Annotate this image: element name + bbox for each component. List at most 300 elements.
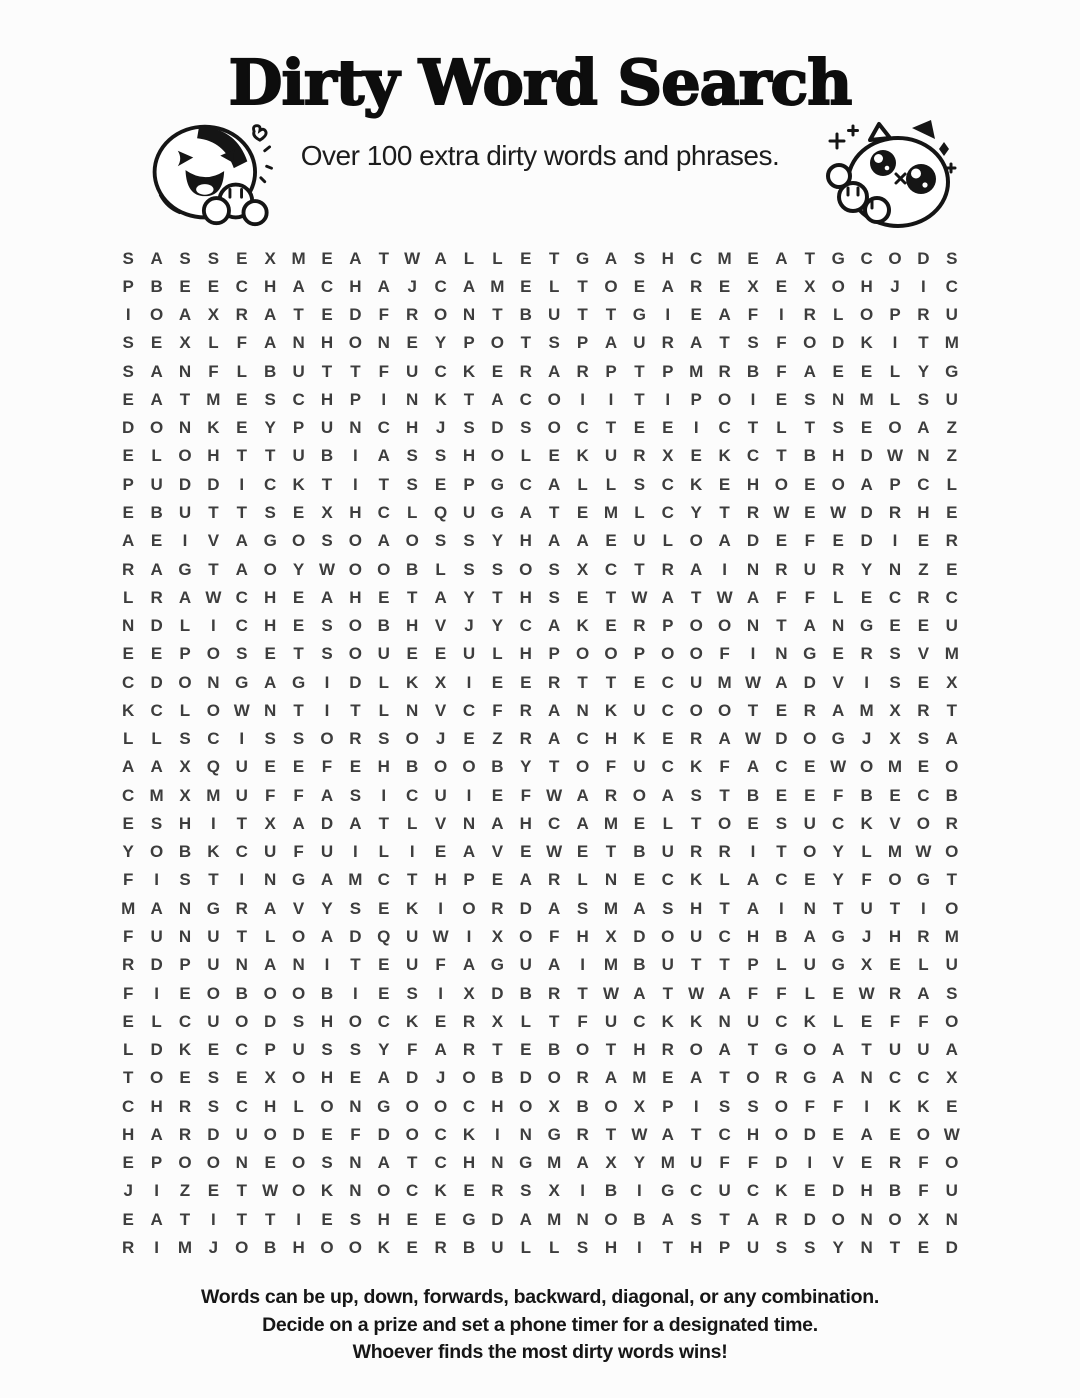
grid-letter: H: [604, 1237, 618, 1257]
grid-letter: A: [235, 559, 248, 579]
grid-letter: T: [236, 813, 247, 833]
grid-letter: X: [946, 1068, 958, 1088]
grid-letter: E: [463, 729, 475, 749]
grid-letter: F: [804, 587, 815, 607]
grid-letter: R: [548, 983, 561, 1003]
grid-letter: E: [378, 955, 390, 975]
grid-letter: F: [123, 983, 134, 1003]
grid-letter: H: [633, 1040, 646, 1060]
grid-letter: T: [577, 305, 588, 325]
grid-letter: O: [348, 644, 362, 664]
grid-letter: E: [718, 474, 731, 494]
grid-letter: R: [661, 333, 674, 353]
grid-letter: N: [803, 898, 816, 918]
grid-letter: R: [718, 842, 731, 862]
grid-letter: R: [491, 1181, 504, 1201]
grid-letter: U: [406, 927, 419, 946]
grid-letter: X: [548, 1181, 560, 1201]
grid-letter: D: [377, 1124, 390, 1144]
grid-letter: I: [409, 842, 415, 862]
grid-letter: R: [633, 616, 646, 636]
grid-letter: I: [665, 305, 671, 325]
grid-letter: U: [633, 333, 646, 353]
grid-letter: R: [832, 559, 845, 579]
grid-letter: E: [378, 587, 390, 607]
grid-letter: S: [321, 1153, 333, 1173]
grid-letter: R: [150, 587, 163, 607]
grid-letter: T: [719, 1068, 730, 1088]
grid-letter: N: [349, 418, 362, 438]
grid-letter: P: [349, 389, 362, 409]
grid-letter: U: [690, 672, 703, 692]
grid-letter: N: [860, 1237, 873, 1257]
grid-letter: G: [377, 1096, 391, 1116]
grid-letter: X: [179, 757, 191, 777]
grid-letter: E: [946, 559, 958, 579]
grid-letter: T: [264, 1209, 276, 1229]
grid-letter: B: [491, 1068, 504, 1088]
grid-letter: R: [661, 559, 674, 579]
grid-letter: E: [520, 276, 532, 296]
grid-letter: A: [462, 842, 476, 862]
grid-letter: D: [122, 418, 135, 438]
grid-letter: F: [378, 305, 389, 325]
grid-letter: O: [490, 446, 504, 466]
grid-letter: K: [690, 757, 703, 777]
grid-row: [114, 244, 966, 272]
grid-letter: C: [235, 616, 248, 636]
grid-letter: T: [378, 813, 389, 833]
grid-letter: I: [921, 276, 926, 296]
grid-row: [114, 1149, 966, 1177]
grid-letter: W: [773, 503, 790, 523]
grid-letter: S: [548, 587, 560, 607]
grid-letter: I: [665, 389, 671, 409]
grid-letter: R: [746, 503, 760, 523]
grid-letter: T: [719, 898, 730, 918]
grid-letter: O: [717, 616, 732, 636]
grid-letter: T: [179, 1209, 191, 1229]
grid-letter: R: [803, 700, 816, 720]
instruction-line: Whoever finds the most dirty words wins!: [352, 1341, 728, 1363]
grid-letter: A: [661, 1124, 674, 1144]
grid-letter: G: [831, 927, 845, 946]
grid-letter: M: [603, 503, 619, 523]
grid-letter: A: [661, 785, 674, 805]
grid-letter: D: [775, 1153, 788, 1173]
grid-letter: T: [406, 870, 418, 890]
grid-letter: R: [519, 729, 532, 749]
grid-letter: Z: [179, 1181, 191, 1201]
grid-letter: T: [548, 503, 560, 523]
grid-letter: E: [349, 757, 362, 777]
grid-letter: L: [776, 418, 787, 438]
grid-letter: R: [888, 503, 902, 523]
grid-letter: H: [377, 1209, 390, 1229]
grid-letter: I: [211, 1209, 216, 1229]
grid-letter: W: [546, 842, 563, 862]
grid-letter: E: [264, 644, 276, 664]
grid-letter: S: [434, 446, 447, 466]
grid-letter: M: [944, 333, 959, 353]
grid-letter: N: [576, 700, 589, 720]
grid-letter: N: [491, 1153, 504, 1173]
grid-letter: B: [406, 559, 419, 579]
grid-letter: E: [122, 503, 134, 523]
grid-letter: B: [264, 361, 277, 381]
grid-letter: A: [576, 813, 589, 833]
grid-letter: K: [292, 474, 305, 494]
grid-letter: H: [377, 757, 390, 777]
grid-letter: N: [462, 305, 476, 325]
grid-letter: X: [179, 785, 191, 805]
grid-letter: V: [491, 842, 504, 862]
grid-letter: D: [349, 672, 362, 692]
grid-letter: T: [264, 446, 276, 466]
grid-letter: E: [917, 616, 930, 636]
grid-letter: X: [463, 983, 475, 1003]
grid-letter: C: [917, 474, 930, 494]
grid-letter: T: [804, 248, 815, 268]
grid-letter: N: [406, 389, 419, 409]
grid-letter: E: [520, 672, 532, 692]
grid-letter: P: [463, 870, 475, 890]
grid-letter: I: [211, 813, 216, 833]
grid-letter: T: [662, 983, 673, 1003]
grid-letter: E: [832, 1124, 844, 1144]
grid-letter: Z: [492, 729, 503, 749]
grid-letter: I: [154, 983, 159, 1003]
grid-letter: E: [917, 531, 930, 551]
grid-letter: H: [746, 927, 760, 946]
grid-letter: C: [860, 248, 873, 268]
grid-letter: K: [718, 446, 731, 466]
grid-letter: A: [519, 870, 532, 890]
grid-letter: U: [462, 644, 476, 664]
grid-letter: E: [406, 644, 418, 664]
grid-letter: R: [235, 305, 248, 325]
grid-letter: E: [150, 644, 163, 664]
grid-letter: U: [292, 1040, 305, 1060]
grid-letter: O: [348, 531, 362, 551]
grid-letter: N: [235, 1153, 248, 1173]
grid-letter: O: [945, 757, 959, 777]
grid-letter: S: [889, 644, 901, 664]
grid-letter: S: [576, 898, 589, 918]
grid-letter: I: [324, 672, 330, 692]
grid-letter: B: [633, 842, 646, 862]
grid-letter: Y: [378, 1040, 390, 1060]
grid-letter: I: [750, 389, 756, 409]
grid-letter: N: [746, 616, 760, 636]
grid-letter: O: [178, 672, 192, 692]
grid-letter: N: [264, 700, 277, 720]
grid-letter: O: [831, 276, 845, 296]
grid-letter: E: [860, 361, 873, 381]
grid-row: [114, 979, 966, 1007]
grid-letter: N: [207, 672, 220, 692]
grid-letter: W: [631, 587, 648, 607]
grid-letter: F: [293, 785, 304, 805]
grid-letter: A: [718, 531, 731, 551]
grid-letter: T: [719, 1209, 730, 1229]
grid-letter: A: [292, 276, 305, 296]
grid-letter: L: [123, 587, 134, 607]
grid-letter: O: [604, 1096, 618, 1116]
grid-letter: B: [746, 361, 760, 381]
grid-letter: N: [860, 1068, 873, 1088]
grid-letter: T: [236, 1181, 247, 1201]
grid-letter: K: [576, 446, 589, 466]
grid-letter: K: [434, 389, 447, 409]
grid-letter: O: [803, 729, 817, 749]
grid-letter: O: [604, 1209, 618, 1229]
grid-row: [114, 809, 966, 837]
grid-letter: C: [775, 757, 788, 777]
grid-row: [114, 1233, 966, 1261]
grid-letter: S: [236, 644, 248, 664]
grid-letter: U: [235, 757, 248, 777]
grid-row: [114, 668, 966, 696]
grid-letter: M: [121, 898, 136, 918]
grid-letter: T: [378, 248, 389, 268]
grid-letter: Y: [832, 1237, 844, 1257]
grid-letter: T: [889, 1237, 901, 1257]
grid-letter: E: [633, 870, 646, 890]
grid-letter: D: [320, 813, 334, 833]
grid-letter: G: [831, 248, 845, 268]
grid-letter: I: [495, 1124, 500, 1144]
grid-letter: X: [434, 672, 447, 692]
grid-letter: E: [122, 446, 134, 466]
grid-letter: H: [746, 1124, 760, 1144]
grid-letter: X: [179, 333, 191, 353]
grid-letter: E: [860, 418, 873, 438]
grid-letter: R: [576, 361, 589, 381]
grid-letter: H: [264, 616, 277, 636]
grid-letter: C: [235, 1096, 248, 1116]
grid-letter: O: [320, 729, 334, 749]
grid-letter: P: [633, 644, 646, 664]
grid-letter: O: [831, 1209, 845, 1229]
grid-letter: L: [889, 361, 901, 381]
grid-letter: R: [860, 644, 873, 664]
grid-letter: G: [490, 474, 504, 494]
grid-letter: L: [520, 1237, 531, 1257]
grid-letter: B: [519, 983, 532, 1003]
grid-letter: X: [860, 955, 873, 975]
grid-letter: J: [435, 729, 446, 749]
grid-letter: F: [520, 785, 531, 805]
grid-letter: X: [605, 1153, 617, 1173]
grid-letter: O: [945, 1153, 959, 1173]
grid-letter: N: [860, 1209, 873, 1229]
grid-letter: I: [239, 474, 245, 494]
grid-letter: A: [690, 559, 703, 579]
grid-letter: G: [831, 729, 845, 749]
grid-letter: E: [605, 531, 617, 551]
grid-letter: A: [633, 898, 646, 918]
grid-letter: U: [803, 813, 816, 833]
grid-letter: E: [406, 333, 418, 353]
grid-letter: T: [605, 1040, 617, 1060]
grid-letter: S: [548, 333, 560, 353]
grid-letter: O: [348, 616, 362, 636]
grid-letter: P: [179, 644, 191, 664]
grid-letter: C: [917, 1068, 930, 1088]
grid-letter: C: [178, 1011, 192, 1031]
grid-letter: A: [576, 785, 589, 805]
grid-letter: E: [406, 1209, 418, 1229]
grid-letter: L: [548, 276, 560, 296]
grid-letter: R: [803, 305, 816, 325]
grid-letter: K: [462, 361, 476, 381]
grid-letter: U: [945, 955, 958, 975]
grid-letter: O: [462, 757, 476, 777]
grid-letter: S: [122, 361, 134, 381]
grid-letter: D: [207, 474, 220, 494]
grid-letter: M: [206, 785, 221, 805]
grid-letter: R: [548, 672, 561, 692]
grid-letter: X: [747, 276, 759, 296]
grid-letter: O: [547, 1068, 561, 1088]
grid-letter: A: [803, 361, 816, 381]
grid-letter: E: [122, 644, 134, 664]
grid-letter: D: [406, 1068, 419, 1088]
grid-letter: L: [832, 587, 844, 607]
grid-letter: N: [349, 1181, 362, 1201]
grid-letter: B: [860, 785, 873, 805]
grid-letter: Y: [520, 757, 532, 777]
grid-letter: E: [690, 446, 702, 466]
grid-letter: C: [775, 870, 788, 890]
grid-letter: S: [747, 333, 759, 353]
grid-letter: K: [406, 672, 419, 692]
grid-letter: E: [122, 1209, 134, 1229]
grid-letter: E: [349, 1068, 362, 1088]
grid-letter: S: [463, 531, 475, 551]
grid-letter: O: [291, 983, 306, 1003]
grid-letter: E: [520, 842, 532, 862]
grid-letter: A: [690, 1068, 703, 1088]
grid-letter: S: [804, 1237, 816, 1257]
grid-letter: D: [775, 729, 788, 749]
grid-letter: P: [889, 474, 901, 494]
grid-letter: O: [320, 1096, 334, 1116]
grid-letter: U: [462, 503, 476, 523]
grid-letter: L: [406, 503, 418, 523]
grid-letter: N: [178, 927, 192, 946]
grid-letter: O: [774, 1096, 788, 1116]
page-title: Dirty Word Search: [228, 46, 852, 119]
grid-letter: U: [235, 1124, 248, 1144]
grid-letter: E: [321, 1124, 333, 1144]
grid-letter: O: [263, 1124, 277, 1144]
grid-letter: L: [236, 361, 247, 381]
grid-letter: O: [859, 757, 874, 777]
grid-letter: E: [917, 672, 930, 692]
grid-letter: R: [178, 1124, 192, 1144]
grid-letter: B: [633, 1209, 646, 1229]
grid-letter: G: [859, 616, 874, 636]
grid-letter: N: [178, 898, 192, 918]
grid-letter: A: [377, 531, 390, 551]
grid-letter: X: [321, 503, 333, 523]
grid-letter: S: [491, 559, 504, 579]
grid-letter: C: [122, 785, 135, 805]
grid-letter: F: [208, 361, 219, 381]
grid-letter: N: [832, 616, 845, 636]
grid-letter: D: [150, 955, 163, 975]
grid-letter: B: [178, 842, 192, 862]
grid-letter: L: [123, 1040, 134, 1060]
grid-row: [114, 1064, 966, 1092]
grid-letter: C: [661, 672, 674, 692]
grid-letter: B: [775, 927, 788, 946]
grid-letter: S: [946, 983, 958, 1003]
grid-letter: F: [918, 1011, 929, 1031]
grid-letter: S: [718, 1096, 731, 1116]
grid-letter: D: [860, 446, 873, 466]
grid-letter: C: [661, 503, 674, 523]
grid-letter: F: [264, 785, 276, 805]
grid-letter: M: [547, 1153, 562, 1173]
grid-row: [114, 385, 966, 413]
grid-letter: S: [207, 248, 220, 268]
grid-letter: M: [149, 785, 164, 805]
grid-letter: E: [207, 1181, 220, 1201]
grid-letter: D: [519, 1068, 532, 1088]
grid-letter: U: [292, 361, 305, 381]
grid-letter: O: [689, 644, 703, 664]
grid-letter: A: [746, 1209, 760, 1229]
grid-letter: O: [519, 927, 533, 946]
grid-letter: D: [292, 1124, 305, 1144]
grid-letter: A: [320, 785, 334, 805]
grid-letter: C: [519, 389, 532, 409]
grid-letter: F: [548, 927, 560, 946]
grid-letter: X: [605, 927, 617, 946]
grid-letter: E: [775, 389, 788, 409]
grid-letter: K: [462, 1124, 476, 1144]
grid-letter: T: [690, 955, 702, 975]
grid-letter: A: [746, 898, 760, 918]
grid-letter: S: [633, 248, 646, 268]
grid-letter: C: [235, 1040, 248, 1060]
grid-letter: H: [434, 870, 447, 890]
grid-letter: H: [320, 333, 334, 353]
grid-letter: S: [264, 389, 276, 409]
grid-letter: O: [945, 1011, 959, 1031]
grid-letter: D: [150, 1040, 163, 1060]
grid-letter: O: [405, 729, 419, 749]
grid-letter: S: [633, 474, 646, 494]
grid-letter: O: [717, 700, 732, 720]
grid-letter: A: [746, 757, 760, 777]
grid-row: [114, 1177, 966, 1205]
grid-letter: U: [207, 1011, 220, 1031]
grid-letter: U: [150, 474, 163, 494]
grid-letter: I: [750, 842, 756, 862]
grid-letter: E: [236, 389, 248, 409]
grid-letter: B: [604, 1181, 618, 1201]
grid-letter: L: [832, 305, 844, 325]
grid-letter: E: [491, 785, 504, 805]
grid-letter: U: [434, 785, 447, 805]
grid-letter: T: [350, 700, 361, 720]
grid-letter: F: [832, 1096, 844, 1116]
grid-letter: E: [946, 1096, 958, 1116]
